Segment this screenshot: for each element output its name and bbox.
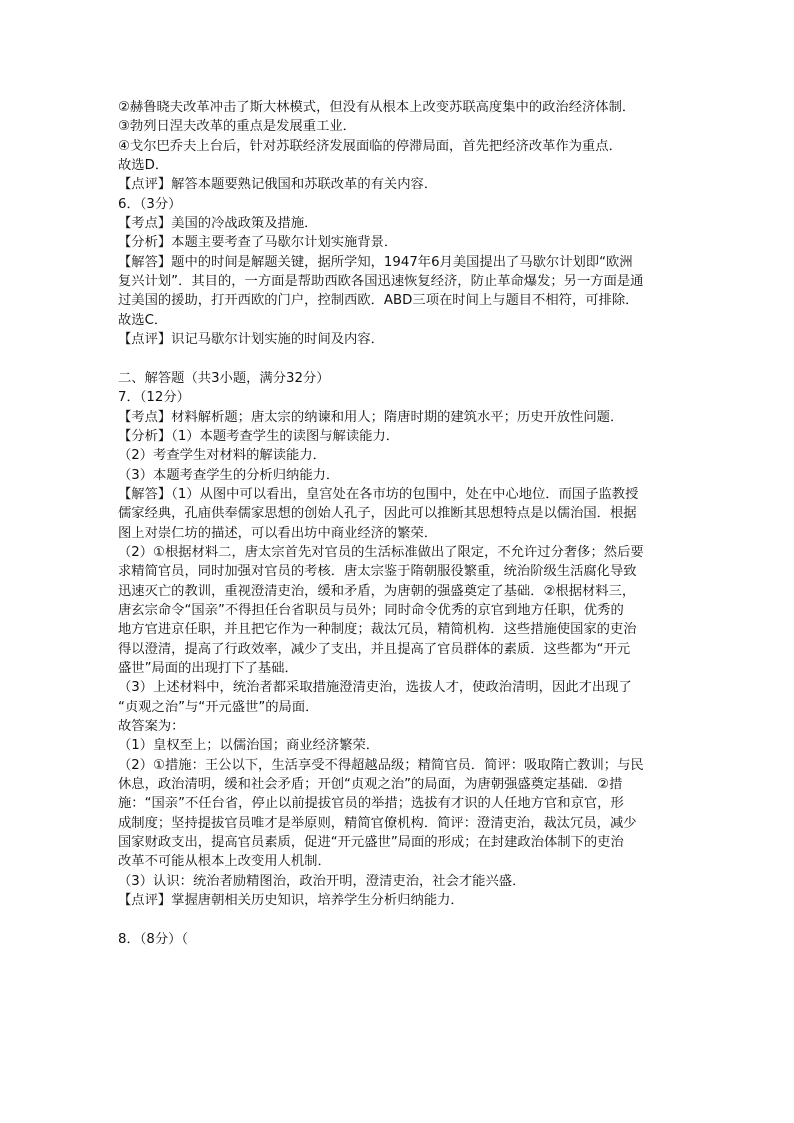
text-line: 施：“国亲”不任台省，停止以前提拔官员的举措；选拔有才识的人任地方官和京官，形 [118, 796, 624, 812]
text-line: 【点评】识记马歇尔计划实施的时间及内容． [118, 332, 384, 348]
text-line: “贞观之治”与“开元盛世”的局面． [118, 699, 319, 715]
text-line: （3）认识：统治者励精图治，政治开明，澄清吏治，社会才能兴盛． [118, 873, 526, 889]
text-line: 国家财政支出，提高官员素质，促进“开元盛世”局面的形成；在封建政治体制下的吏治 [118, 835, 624, 851]
text-line: 得以澄清，提高了行政效率，减少了支出，并且提高了官员群体的素质．这些都为“开元 [118, 641, 631, 657]
text-line: ④戈尔巴乔夫上台后，针对苏联经济发展面临的停滞局面，首先把经济改革作为重点． [118, 138, 622, 154]
text-line: 休息，政治清明，缓和社会矛盾；开创“贞观之治”的局面，为唐朝强盛奠定基础．②措 [118, 777, 623, 793]
text-line: 盛世”局面的出现打下了基础． [118, 660, 298, 676]
text-line: （1）皇权至上；以儒治国；商业经济繁荣． [118, 738, 380, 754]
text-line: 地方官进京任职，并且把它作为一种制度；裁汰冗员，精简机构．这些措施使国家的吏治 [118, 622, 637, 638]
text-line: 成制度；坚持提拔官员唯才是举原则，精简官僚机构．简评：澄清吏治，裁汰冗员，减少 [118, 815, 637, 831]
section-heading: 二、解答题（共3小题，满分32分） [118, 370, 330, 386]
text-line: 【解答】题中的时间是解题关键，据所学知，1947年6月美国提出了马歇尔计划即“欧洲 [118, 254, 633, 270]
text-line: （2）①根据材料二，唐太宗首先对官员的生活标准做出了限定，不允许过分奢侈；然后要 [118, 544, 644, 560]
blank-line [118, 910, 678, 929]
question-number: 6．（3分） [118, 196, 182, 212]
text-line: （3）本题考查学生的分析归纳能力． [118, 467, 340, 483]
text-line: （2）考查学生对材料的解读能力． [118, 448, 326, 464]
text-line: 改革不可能从根本上改变用人机制． [118, 854, 331, 870]
text-line: 故选D． [118, 158, 169, 174]
blank-line [118, 349, 678, 368]
text-line: 【解答】（1）从图中可以看出，皇宫处在各市坊的包围中，处在中心地位．而国子监教授 [118, 486, 639, 502]
text-line: 【考点】美国的冷战政策及措施． [118, 216, 318, 232]
text-line: 儒家经典，孔庙供奉儒家思想的创始人孔子，因此可以推断其思想特点是以儒治国．根据 [118, 506, 637, 522]
text-line: 【点评】解答本题要熟记俄国和苏联改革的有关内容． [118, 177, 438, 193]
text-line: 故答案为： [118, 719, 185, 734]
text-line: ②赫鲁晓夫改革冲击了斯大林模式，但没有从根本上改变苏联高度集中的政治经济体制． [118, 100, 636, 115]
text-line: 【分析】本题主要考查了马歇尔计划实施背景． [118, 235, 398, 251]
question-number: 8．（8分）（ [118, 931, 189, 947]
text-line: （3）上述材料中，统治者都采取措施澄清吏治，选拔人才，使政治清明，因此才出现了 [118, 680, 632, 696]
text-line: 唐玄宗命令“国亲”不得担任台省职员与员外；同时命令优秀的京官到地方任职，优秀的 [118, 602, 624, 618]
question-number: 7．（12分） [118, 390, 190, 406]
text-line: 过美国的援助，打开西欧的门户，控制西欧．ABD三项在时间上与题目不相符，可排除． [118, 293, 639, 309]
text-line: ③勃列日涅夫改革的重点是发展重工业． [118, 119, 356, 135]
text-line: 故选C． [118, 312, 168, 328]
text-line: 【考点】材料解析题；唐太宗的纳谏和用人；隋唐时期的建筑水平；历史开放性问题． [118, 409, 624, 425]
text-line: 求精简官员，同时加强对官员的考核．唐太宗鉴于隋朝服役繁重，统治阶级生活腐化导致 [118, 564, 637, 580]
text-line: 【分析】（1）本题考查学生的读图与解读能力． [118, 428, 400, 444]
text-line: （2）①措施：王公以下，生活享受不得超越品级；精简官员．简评：吸取隋亡教训；与民 [118, 757, 644, 773]
text-line: 迅速灭亡的教训，重视澄清吏治，缓和矛盾，为唐朝的强盛奠定了基础．②根据材料三， [118, 583, 636, 599]
text-line: 【点评】掌握唐朝相关历史知识，培养学生分析归纳能力． [118, 893, 464, 909]
text-line: 复兴计划”．其目的，一方面是帮助西欧各国迅速恢复经济，防止革命爆发；另一方面是通 [118, 274, 644, 290]
document-page [118, 98, 678, 949]
text-line: 图上对崇仁坊的描述，可以看出坊中商业经济的繁荣． [118, 525, 438, 541]
